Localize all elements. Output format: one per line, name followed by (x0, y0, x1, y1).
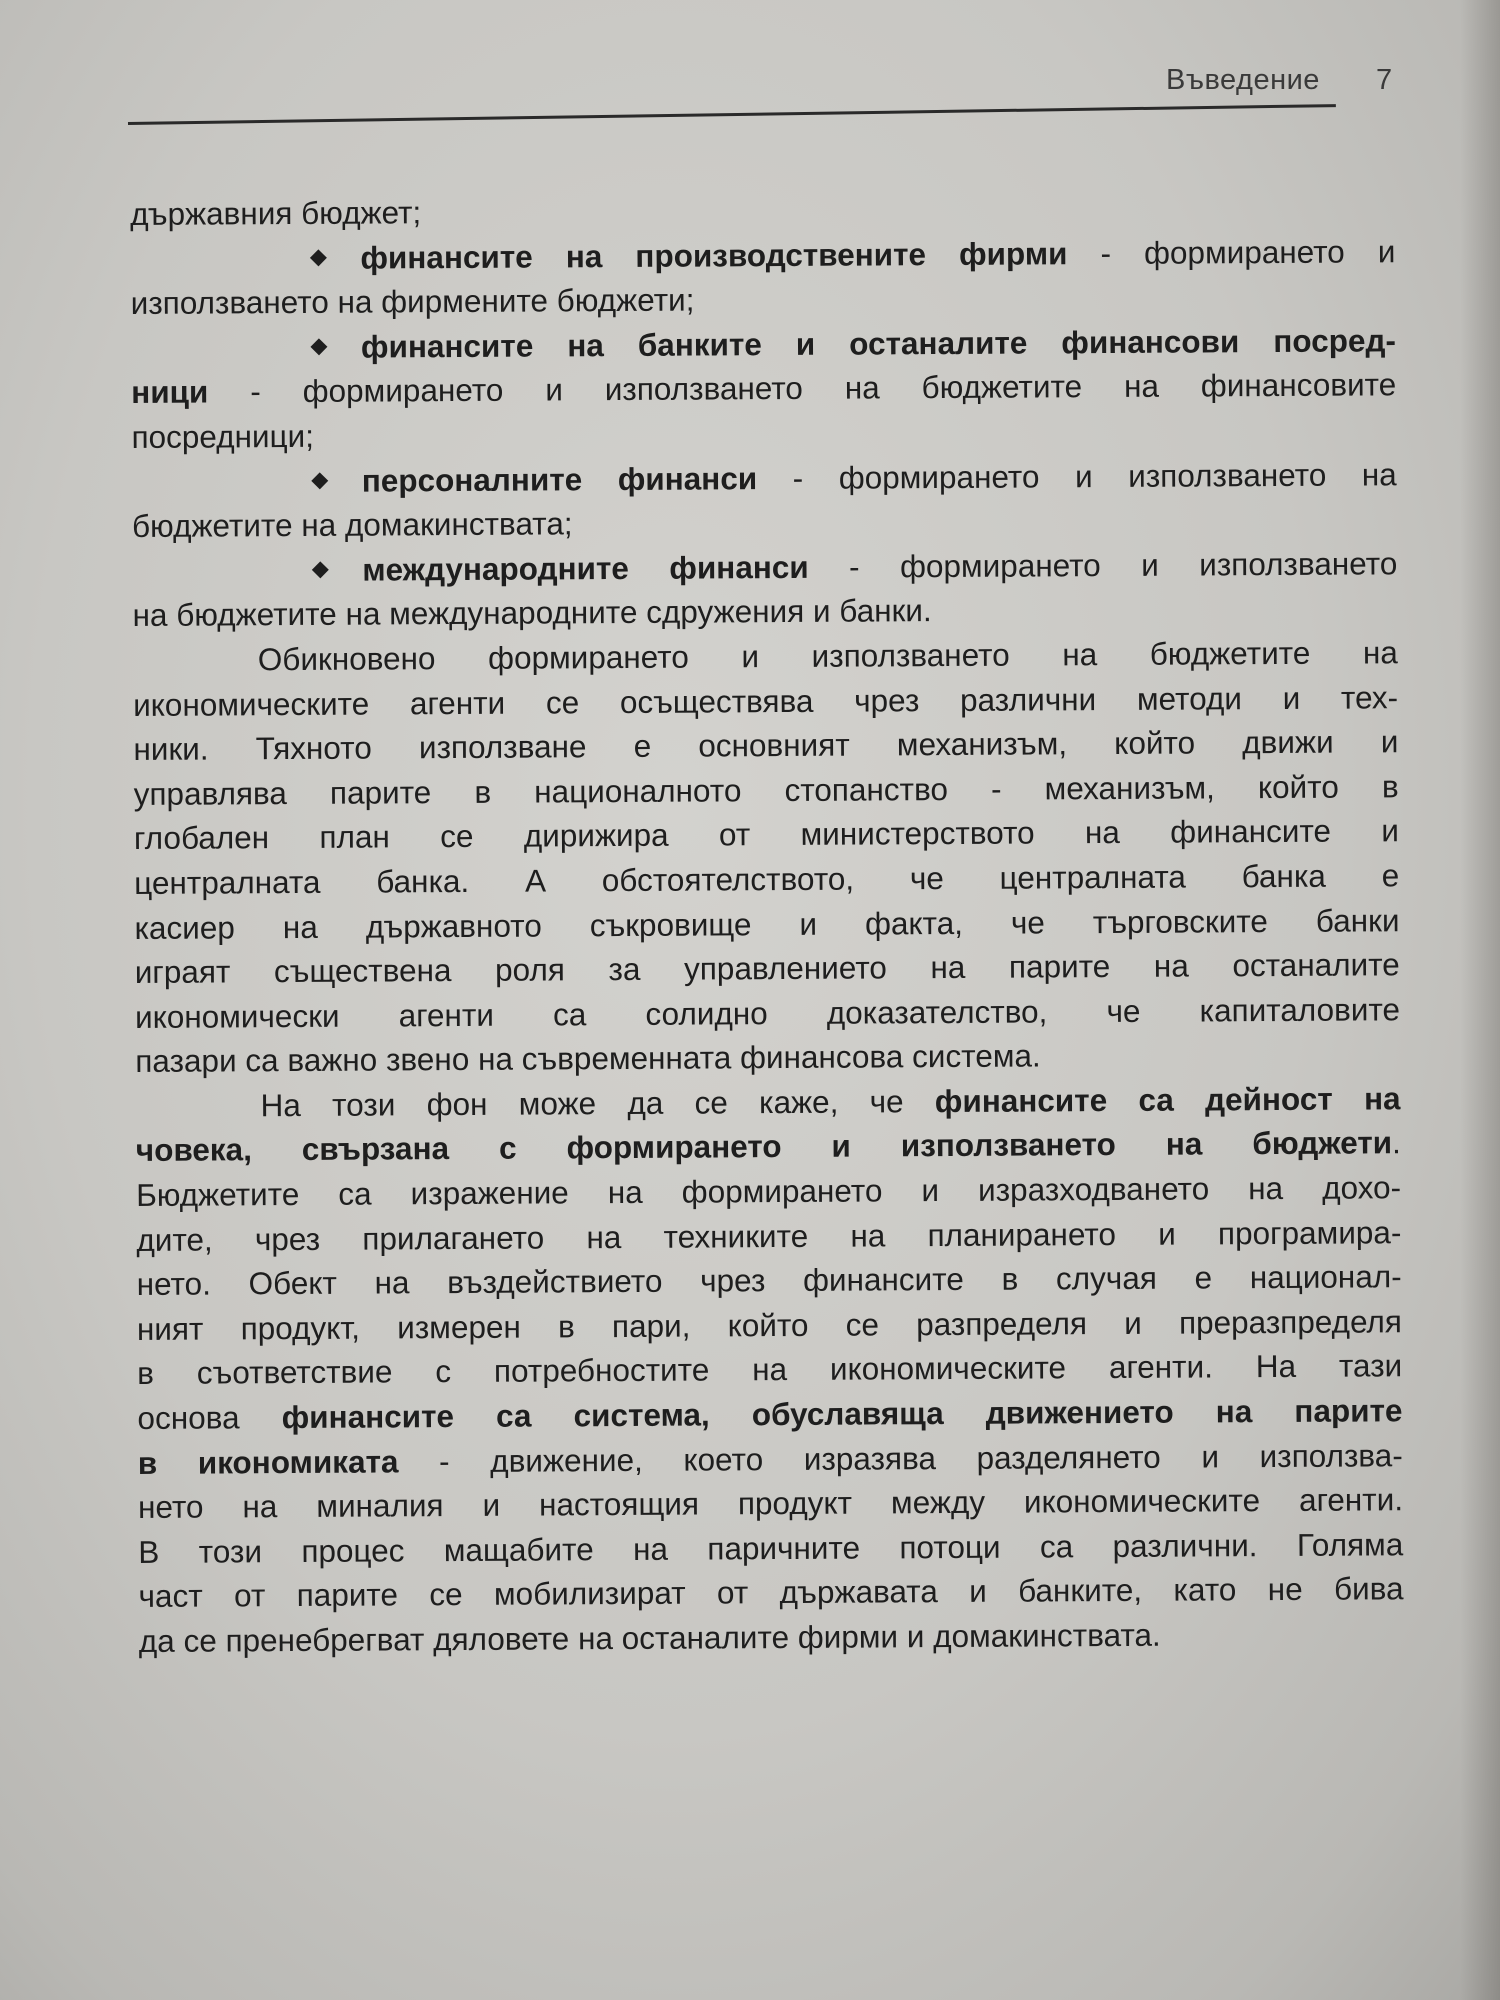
diamond-bullet-icon (310, 250, 327, 267)
text-line (137, 1344, 1402, 1396)
text-line (131, 273, 1396, 325)
bold-term: финансите са дейност на (934, 1080, 1401, 1119)
text-segment: - формирането и използването на (757, 455, 1397, 496)
text-line (133, 675, 1398, 727)
text-segment: . (1391, 1124, 1401, 1161)
header-rule (128, 104, 1336, 125)
text-line (133, 719, 1398, 771)
text-segment: на бюджетите на международните сдружения и банки. (132, 592, 932, 634)
text-line (132, 586, 1397, 638)
text-segment: - формирането и използването (808, 545, 1398, 585)
bullet-list-line (131, 318, 1396, 370)
bold-term: персоналните финанси (361, 459, 758, 499)
text-line (136, 1165, 1401, 1217)
bold-term: човека, свързана с формирането и използването на бюджети (135, 1124, 1393, 1169)
text-segment: - движение, което изразява разделянето и използва- (398, 1436, 1403, 1480)
bold-term: в икономиката (137, 1443, 399, 1481)
text-segment: На този фон може да се каже, че (260, 1082, 935, 1124)
text-segment: нето. Обект на въздействието чрез финансите в случая е национал- (136, 1258, 1402, 1303)
text-line (139, 1611, 1404, 1663)
text-segment: държавния бюджет; (130, 194, 422, 232)
bullet-list-line (132, 452, 1397, 504)
text-segment: касиер на държавното съкровище и факта, че търговските банки (134, 901, 1400, 946)
text-line (138, 1567, 1403, 1619)
text-line (138, 1477, 1403, 1529)
text-line (137, 1299, 1402, 1351)
text-segment: централната банка. А обстоятелството, че централната банка е (134, 857, 1400, 901)
text-segment: част от парите се мобилизират от държавата и банките, като не бива (138, 1570, 1404, 1615)
bold-term: международните финанси (362, 548, 809, 588)
page-edge-shadow (1460, 0, 1500, 2000)
text-segment: да се пренебрегват дяловете на останалите фирми и домакинствата. (138, 1616, 1161, 1659)
text-line (137, 1255, 1402, 1307)
text-line (132, 496, 1397, 548)
text-segment: дите, чрез прилагането на техниките на планирането и програмира- (136, 1213, 1402, 1258)
text-line (133, 630, 1398, 682)
text-line (136, 1210, 1401, 1262)
text-line (134, 898, 1399, 950)
text-segment: икономически агенти са солидно доказателство, че капиталовите (134, 990, 1401, 1035)
text-line (138, 1433, 1403, 1485)
bullet-list-line (130, 229, 1395, 281)
text-segment: - формирането и използването на бюджетите на финансовите (208, 366, 1397, 410)
text-line (135, 942, 1400, 994)
text-segment: нето на миналия и настоящия продукт между икономическите агенти. (137, 1481, 1404, 1526)
text-line (135, 987, 1400, 1039)
text-line (134, 764, 1399, 816)
bullet-list-line (132, 541, 1397, 593)
text-segment: използването на фирмените бюджети; (130, 281, 695, 322)
bold-term: финансите са система, обуславяща движението на парите (281, 1392, 1403, 1436)
text-segment: икономическите агенти се осъществява чрез различни методи и тех- (133, 678, 1399, 723)
text-line (130, 184, 1395, 236)
text-segment: в съответствие с потребностите на икономическите агенти. На тази (137, 1347, 1403, 1392)
text-segment: Обикновено формирането и използването на бюджетите на (257, 634, 1398, 678)
text-line (131, 407, 1396, 459)
running-header-title: Въведение (1166, 64, 1320, 96)
bold-term: ници (131, 373, 209, 411)
text-segment: ники. Тяхното използване е основният механизъм, който движи и (133, 723, 1399, 768)
page-number: 7 (1376, 64, 1393, 96)
text-segment: играят съществена роля за управлението на парите на останалите (134, 946, 1400, 991)
text-segment: Бюджетите са изражение на формирането и изразходването на дохо- (136, 1169, 1402, 1214)
page-body-text (130, 184, 1404, 1663)
text-line (137, 1388, 1402, 1440)
text-segment: В този процес мащабите на паричните потоци са различни. Голяма (138, 1526, 1404, 1570)
text-line (138, 1522, 1403, 1574)
bold-term: финансите на банките и останалите финансови посред- (360, 322, 1397, 365)
text-line (135, 1032, 1400, 1084)
text-segment: посредници; (131, 417, 315, 455)
text-line (135, 1076, 1400, 1128)
text-segment: ният продукт, измерен в пари, който се разпределя и преразпределя (136, 1303, 1403, 1347)
text-line (134, 853, 1399, 905)
text-segment: пазари са важно звено на съвременната финансова система. (135, 1037, 1041, 1080)
text-line (131, 363, 1396, 415)
text-segment: основа (137, 1399, 282, 1437)
diamond-bullet-icon (312, 562, 329, 579)
bold-term: финансите на производствените фирми (360, 234, 1068, 276)
text-segment: бюджетите на домакинствата; (131, 505, 573, 545)
text-line (136, 1121, 1401, 1173)
text-segment: глобален план се дирижира от министерството на финансите и (133, 812, 1400, 857)
diamond-bullet-icon (310, 339, 327, 356)
diamond-bullet-icon (311, 473, 328, 490)
text-segment: - формирането и (1067, 232, 1396, 271)
text-line (134, 809, 1399, 861)
text-segment: управлява парите в националното стопанство - механизъм, който в (133, 767, 1399, 812)
